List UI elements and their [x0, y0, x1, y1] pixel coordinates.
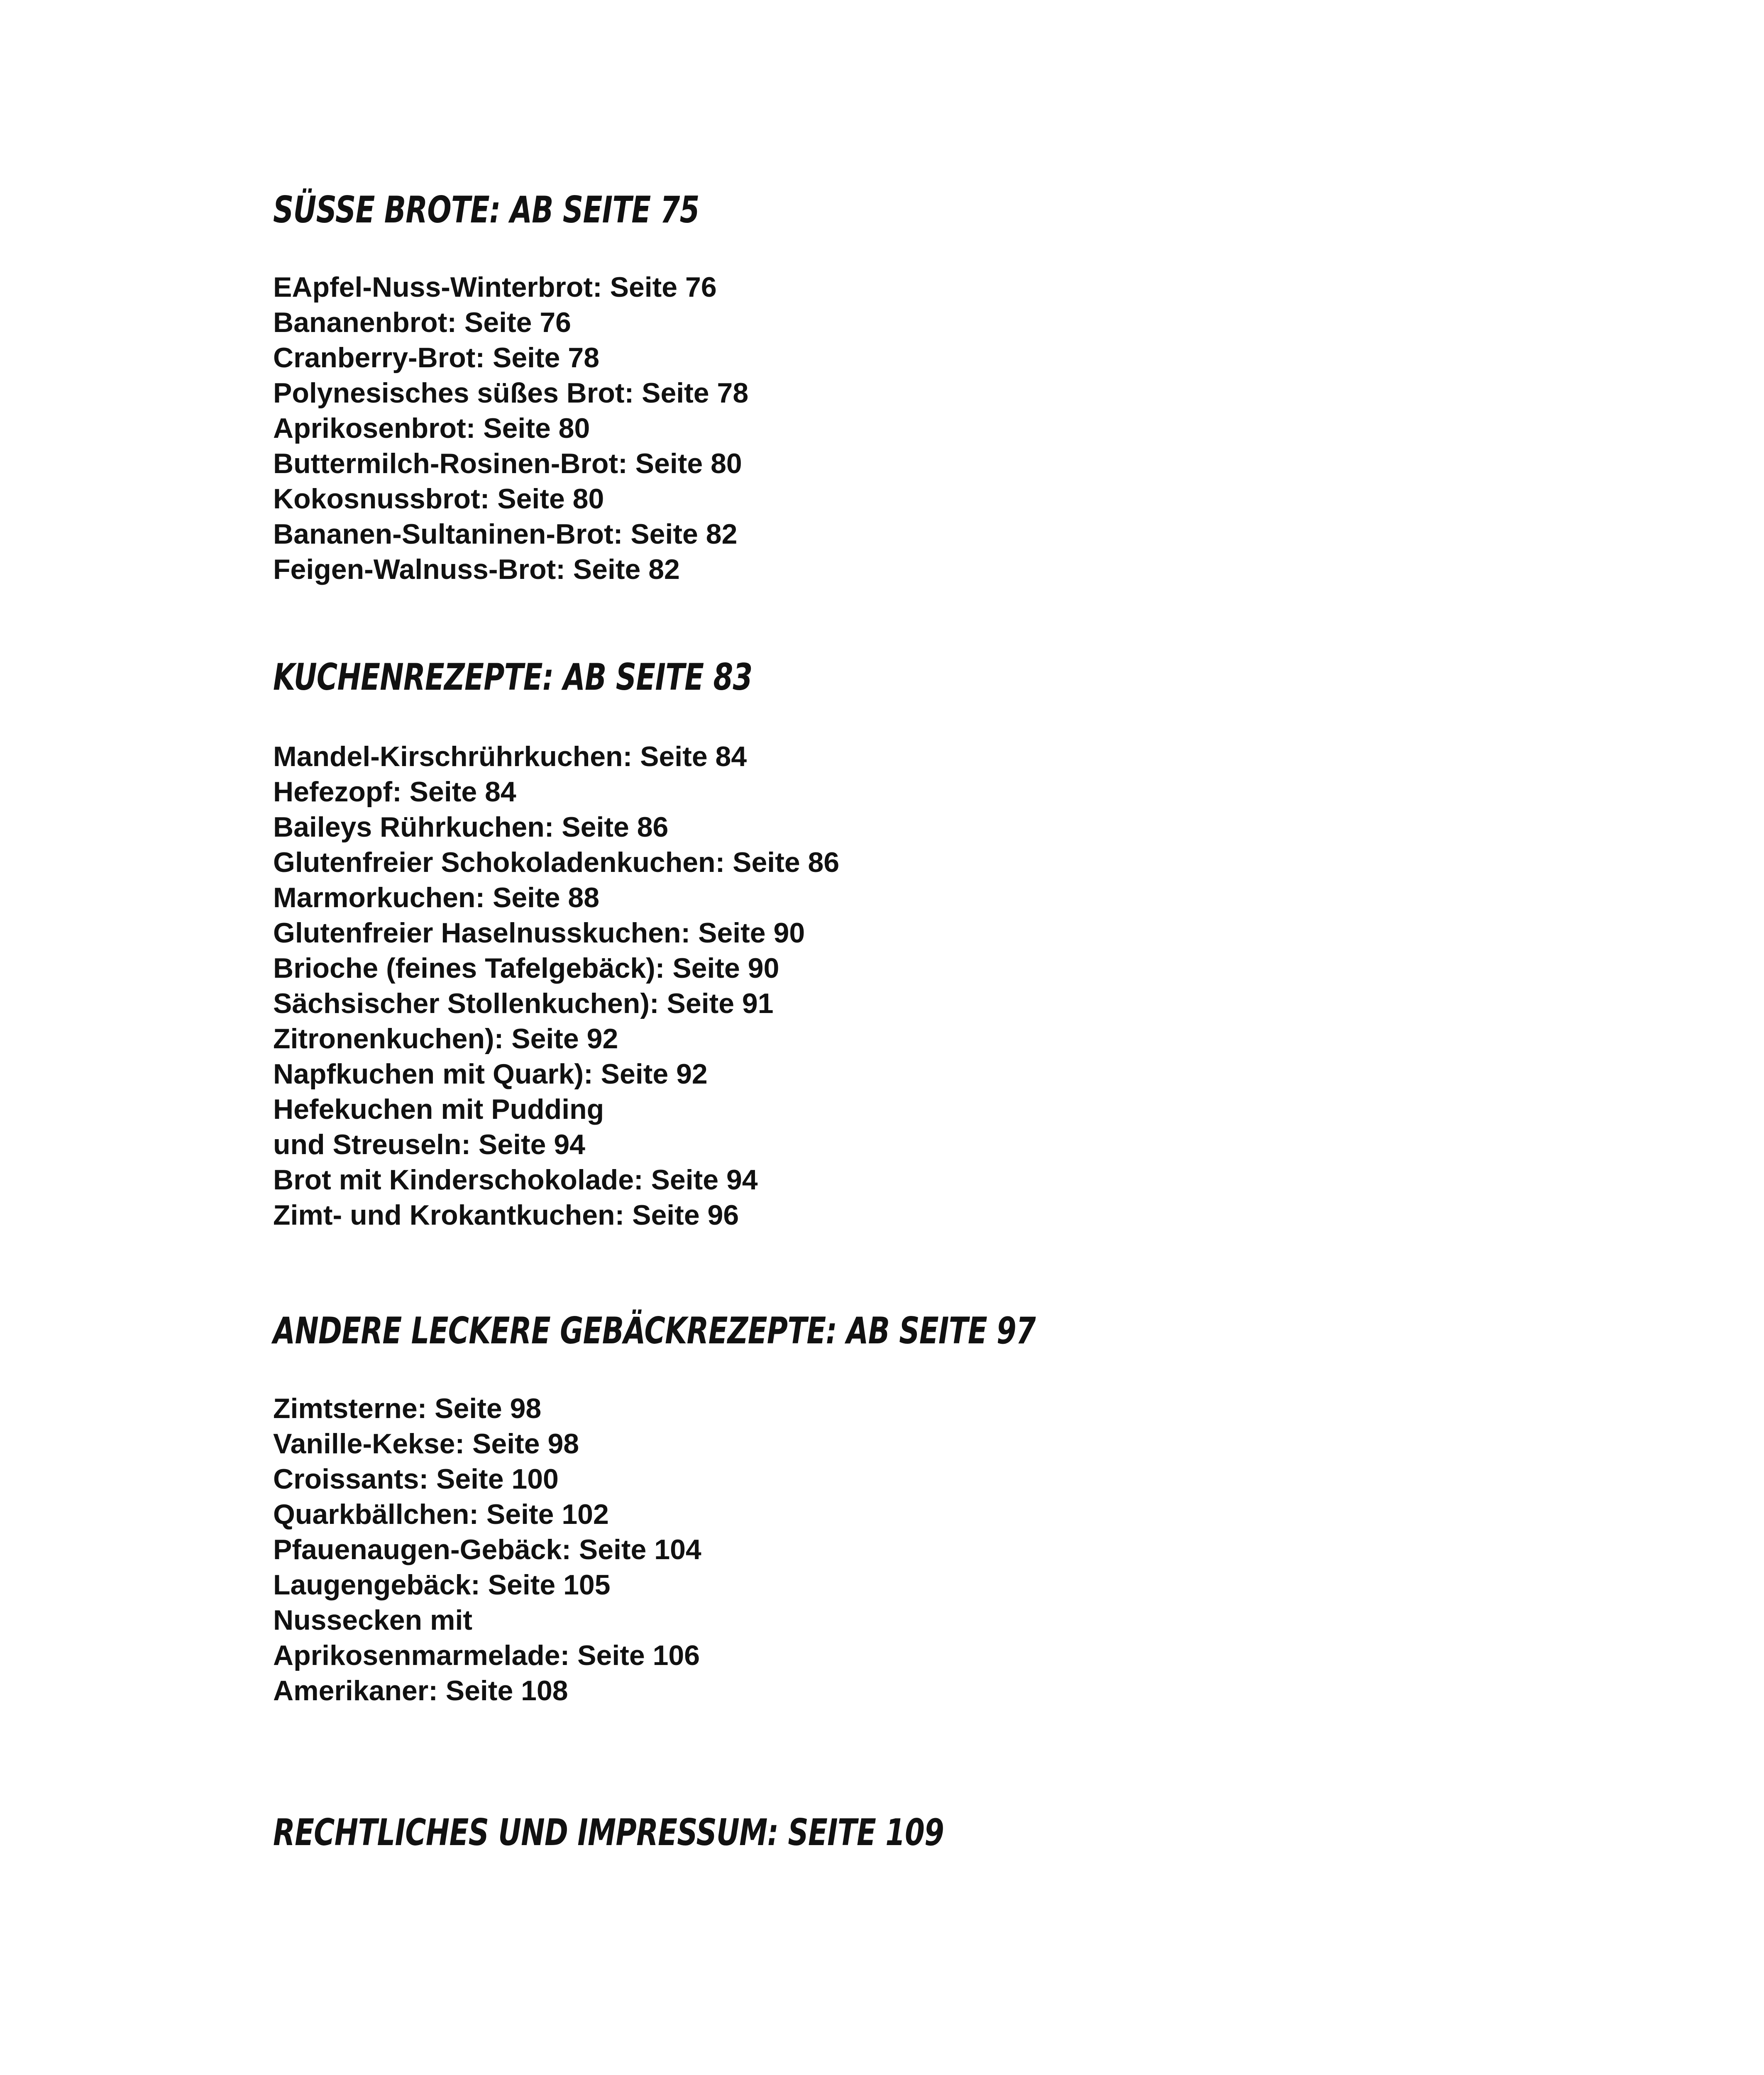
list-item: Kokosnussbrot: Seite 80 [273, 483, 604, 515]
list-item: Zimtsterne: Seite 98 [273, 1393, 542, 1424]
list-item: EApfel-Nuss-Winterbrot: Seite 76 [273, 271, 717, 303]
list-item: Brioche (feines Tafelgebäck): Seite 90 [273, 952, 779, 984]
list-item: Zimt- und Krokantkuchen: Seite 96 [273, 1199, 739, 1231]
list-item: Baileys Rührkuchen: Seite 86 [273, 811, 669, 843]
list-item: Zitronenkuchen): Seite 92 [273, 1023, 618, 1055]
list-item: Bananen-Sultaninen-Brot: Seite 82 [273, 518, 738, 550]
list-item: Hefezopf: Seite 84 [273, 776, 516, 808]
list-item: Napfkuchen mit Quark): Seite 92 [273, 1058, 708, 1090]
list-item: Glutenfreier Haselnusskuchen: Seite 90 [273, 917, 805, 949]
list-item: Hefekuchen mit Pudding [273, 1094, 604, 1125]
list-item: Sächsischer Stollenkuchen): Seite 91 [273, 988, 774, 1019]
section-heading-rechtliches-impressum: RECHTLICHES UND IMPRESSUM: SEITE 109 [273, 1811, 944, 1854]
list-item: Bananenbrot: Seite 76 [273, 307, 571, 338]
list-item: und Streuseln: Seite 94 [273, 1129, 585, 1160]
list-item: Laugengebäck: Seite 105 [273, 1569, 611, 1601]
section-heading-kuchenrezepte: KUCHENREZEPTE: AB SEITE 83 [273, 656, 753, 698]
section-heading-suesse-brote: SÜSSE BROTE: AB SEITE 75 [273, 188, 699, 231]
list-item: Quarkbällchen: Seite 102 [273, 1499, 609, 1530]
list-item: Aprikosenmarmelade: Seite 106 [273, 1640, 700, 1671]
list-item: Cranberry-Brot: Seite 78 [273, 342, 600, 374]
list-item: Pfauenaugen-Gebäck: Seite 104 [273, 1534, 701, 1565]
list-item: Brot mit Kinderschokolade: Seite 94 [273, 1164, 758, 1196]
list-item: Mandel-Kirschrührkuchen: Seite 84 [273, 741, 747, 772]
section-heading-andere-gebaeckrezepte: ANDERE LECKERE GEBÄCKREZEPTE: AB SEITE 97 [273, 1309, 1036, 1352]
list-item: Glutenfreier Schokoladenkuchen: Seite 86 [273, 847, 840, 878]
list-item: Feigen-Walnuss-Brot: Seite 82 [273, 554, 680, 585]
entry-list-andere-gebaeckrezepte [273, 1391, 701, 1709]
list-item: Aprikosenbrot: Seite 80 [273, 413, 590, 444]
entry-list-suesse-brote [273, 270, 748, 587]
list-item: Buttermilch-Rosinen-Brot: Seite 80 [273, 448, 742, 479]
list-item: Vanille-Kekse: Seite 98 [273, 1428, 579, 1460]
list-item: Marmorkuchen: Seite 88 [273, 882, 600, 913]
list-item: Croissants: Seite 100 [273, 1463, 559, 1495]
list-item: Amerikaner: Seite 108 [273, 1675, 568, 1706]
list-item: Polynesisches süßes Brot: Seite 78 [273, 377, 749, 409]
entry-list-kuchenrezepte [273, 739, 839, 1233]
list-item: Nussecken mit [273, 1604, 472, 1636]
